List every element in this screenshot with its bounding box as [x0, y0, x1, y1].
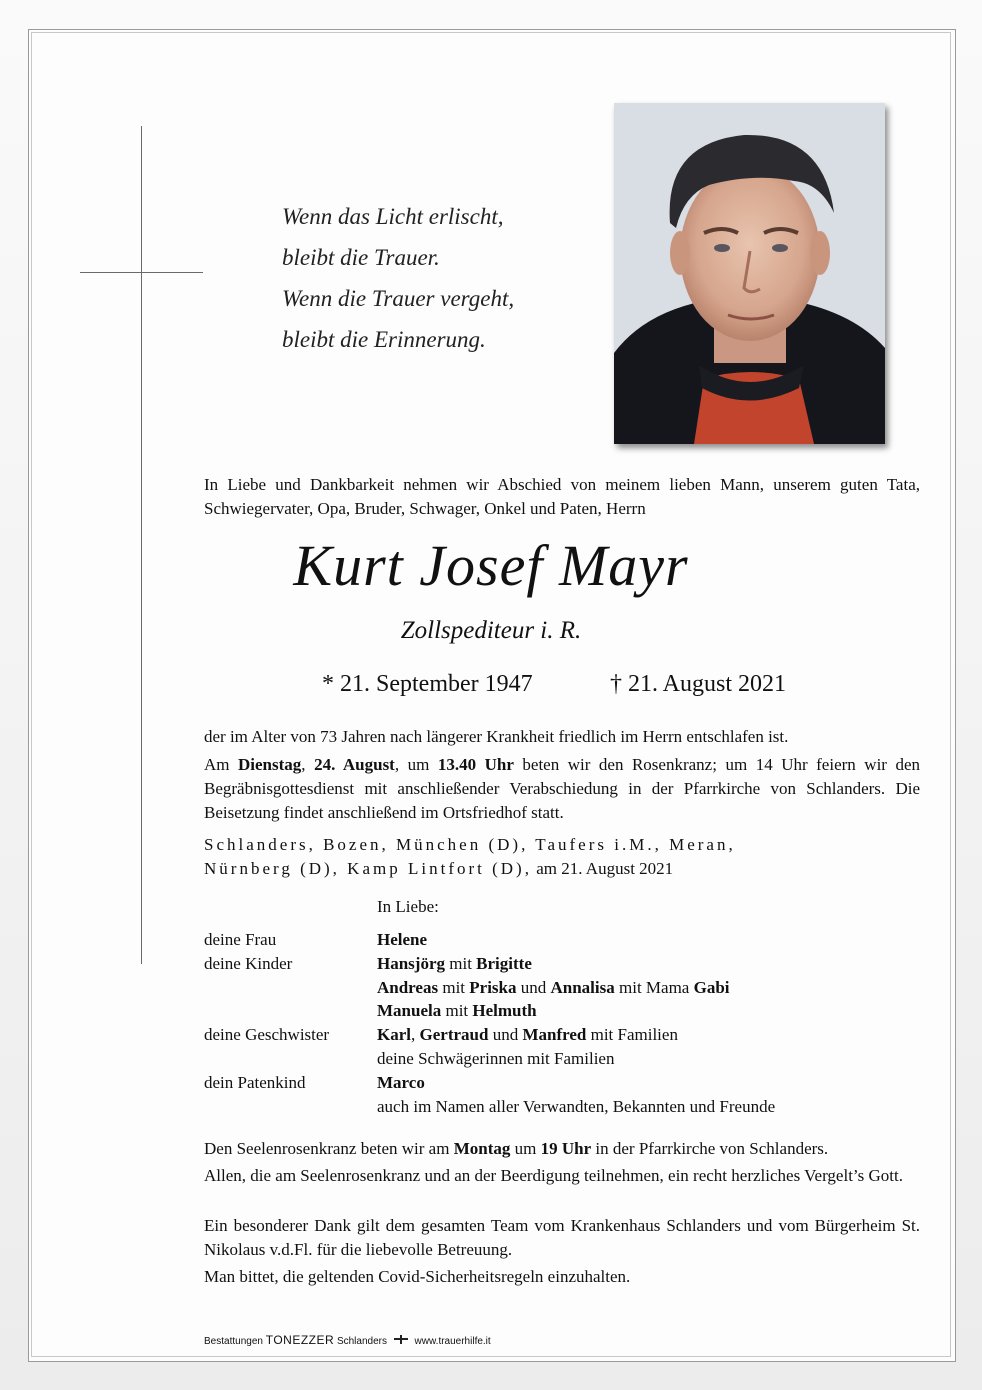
relative-bold: Hansjörg	[377, 954, 445, 973]
service-text-part: beten wir den Rosenkranz; um 14 Uhr feiern wir den Begräbnisgottesdienst mit anschließender Verabschiedung in der Pfarrkirche von Schlanders. Die Beisetzung findet anschließend im Ortsfriedhof statt.	[204, 755, 921, 822]
relative-line: auch im Namen aller Verwandten, Bekannten und Freunde	[377, 1097, 776, 1116]
service-day: Dienstag	[238, 755, 302, 774]
rosary-time: 19 Uhr	[540, 1139, 592, 1158]
places-line: Schlanders, Bozen, München (D), Taufers i.M., Meran,	[204, 835, 736, 854]
relative-text: mit	[445, 954, 477, 973]
places-text	[204, 833, 920, 881]
service-text-part: ,	[301, 755, 315, 774]
covid-notice: Man bittet, die geltenden Covid-Sicherheitsregeln einzuhalten.	[204, 1267, 631, 1286]
poem-line: bleibt die Trauer.	[282, 245, 440, 270]
age-text: der im Alter von 73 Jahren nach längerer Krankheit friedlich im Herrn entschlafen ist.	[204, 727, 789, 746]
relative-bold: Gertraud	[419, 1025, 489, 1044]
relative-line: deine Schwägerinnen mit Familien	[377, 1049, 615, 1068]
relative-text: und	[516, 978, 551, 997]
relative-text: ,	[411, 1025, 420, 1044]
relation-label: deine Kinder	[204, 954, 293, 973]
places-line: Nürnberg (D), Kamp Lintfort (D),	[204, 859, 532, 878]
relation-label: deine Frau	[204, 930, 277, 949]
thanks-text: Ein besonderer Dank gilt dem gesamten Team vom Krankenhaus Schlanders und vom Bürgerheim St. Nikolaus v.d.Fl. für die liebevolle Betreuung.	[204, 1216, 920, 1259]
birth-date: * 21. September 1947	[322, 671, 533, 697]
footer-url: www.trauerhilfe.it	[414, 1336, 491, 1347]
portrait-image	[614, 103, 885, 444]
portrait-photo	[614, 103, 885, 444]
cross-horizontal-bar	[80, 272, 203, 273]
intro-text: In Liebe und Dankbarkeit nehmen wir Abschied von meinem lieben Mann, unserem guten Tata, Schwiegervater, Opa, Bruder, Schwager, Onkel und Paten, Herrn	[204, 475, 920, 518]
rosary-text	[204, 1137, 920, 1161]
in-liebe: In Liebe:	[377, 897, 439, 916]
relative-bold: Manuela	[377, 1001, 442, 1020]
poem-line: Wenn das Licht erlischt,	[282, 204, 504, 229]
rosary-text-part: um	[510, 1139, 541, 1158]
service-text	[204, 753, 920, 825]
relative-text: und	[488, 1025, 523, 1044]
relative-text: mit Familien	[586, 1025, 678, 1044]
relative-text: mit Mama	[614, 978, 694, 997]
relative-bold: Helene	[377, 930, 428, 949]
relative-line	[377, 976, 730, 1000]
rosary-day: Montag	[453, 1139, 511, 1158]
relative-bold: Karl	[377, 1025, 411, 1044]
service-date: 24. August	[314, 755, 395, 774]
thanks-text: Allen, die am Seelenrosenkranz und an der Beerdigung teilnehmen, ein recht herzliches Vergelt’s Gott.	[204, 1166, 903, 1185]
funeral-logo-icon	[393, 1334, 409, 1345]
relative-bold: Brigitte	[476, 954, 532, 973]
rosary-text-part: Den Seelenrosenkranz beten wir am	[204, 1139, 454, 1158]
service-time: 13.40 Uhr	[437, 755, 514, 774]
poem-line: bleibt die Erinnerung.	[282, 327, 486, 352]
poem	[282, 196, 514, 360]
relative-line	[377, 999, 537, 1023]
footer-town: Schlanders	[334, 1336, 387, 1347]
deceased-name: Kurt Josef Mayr	[293, 533, 689, 598]
death-date: † 21. August 2021	[610, 671, 787, 697]
relative-bold: Priska	[469, 978, 517, 997]
relative-bold: Manfred	[522, 1025, 587, 1044]
rosary-text-part: in der Pfarrkirche von Schlanders.	[591, 1139, 829, 1158]
footer	[204, 1333, 491, 1347]
occupation: Zollspediteur i. R.	[400, 617, 582, 644]
relative-bold: Marco	[377, 1073, 425, 1092]
service-text-part: Am	[204, 755, 239, 774]
relation-label: deine Geschwister	[204, 1025, 330, 1044]
relative-bold: Helmuth	[472, 1001, 537, 1020]
relative-bold: Andreas	[377, 978, 439, 997]
relative-bold: Gabi	[693, 978, 730, 997]
relative-line	[377, 952, 532, 976]
relation-label: dein Patenkind	[204, 1073, 306, 1092]
relative-text: mit	[441, 1001, 473, 1020]
relative-line	[377, 1023, 678, 1047]
footer-prefix: Bestattungen	[204, 1336, 266, 1347]
relative-bold: Annalisa	[550, 978, 615, 997]
relative-text: mit	[438, 978, 470, 997]
relative-name	[377, 1071, 425, 1095]
relative-name	[377, 928, 427, 952]
footer-brand: TONEZZER	[265, 1333, 335, 1347]
poem-line: Wenn die Trauer vergeht,	[282, 286, 515, 311]
service-text-part: , um	[394, 755, 438, 774]
places-date: am 21. August 2021	[531, 859, 674, 878]
